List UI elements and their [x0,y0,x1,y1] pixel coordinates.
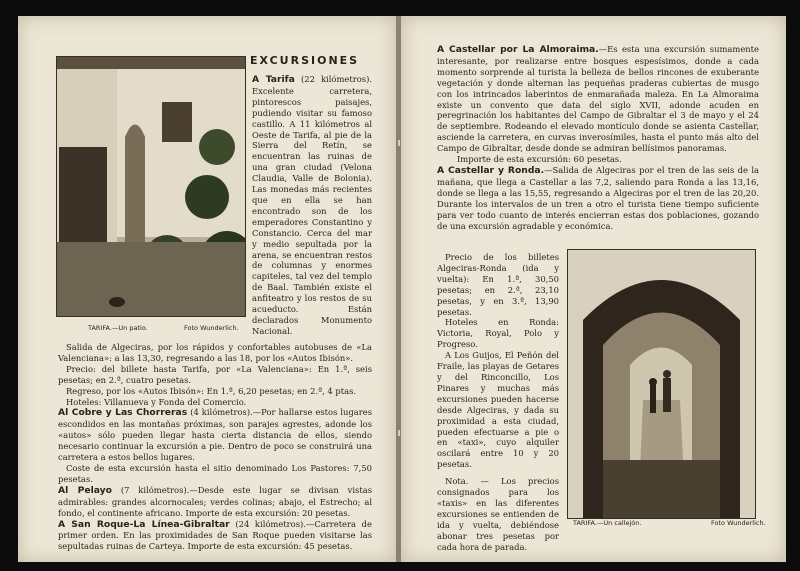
nota-text: Nota. — Los precios consignados para los «taxis» en las diferentes excursiones se entienden de ida y vuelta, debiéndose abonar tres pesetas por cada hora de parada. [437,476,559,552]
castellar-title: A Castellar por La Almoraima. [437,44,599,55]
pelayo-km: (7 kilómetros). [120,484,190,495]
tarifa-km: (22 kilómetros). [300,74,372,84]
stitch-top [398,140,400,146]
roque-text: —Carretera de primer orden. En las proximidades de San Roque pueden visitarse las sepultadas ruinas de Carteya. Importe de esta excursión: 45 pesetas. [58,518,372,552]
right-page [401,16,786,562]
guijos-text: A Los Guijos, El Peñón del Fraile, las playas de Getares y del Rinconcillo, Los Pinares y muchas más excursiones pueden hacerse desde Algeciras, y dada su proximidad a esta ciudad, pueden efectuarse a pie o en «taxi», cuyo alquiler oscilará entre 10 y 20 pesetas. [437,350,559,470]
patio-credit: Foto Wunderlich. [184,324,239,332]
cobre-km: (4 kilómetros). [190,407,253,418]
left-lower-text [58,342,372,552]
callejon-illustration [568,250,755,518]
castellar-importe: Importe de esta excursión: 60 pesetas. [457,154,622,165]
callejon-caption: TARIFA.—Un callejón. [573,519,642,527]
cobre-title: Al Cobre y Las Chorreras [58,407,188,419]
ronda-precio: Precio de los billetes Algeciras-Ronda (ida y vuelta): En 1.ª, 30,50 pesetas; en 2.ª, 23,10 pesetas, y en 3.ª, 13,90 pesetas. [437,252,559,317]
pelayo-title: Al Pelayo [58,484,112,496]
roque-km: (24 kilómetros). [235,518,306,529]
cobre-text: —Por hallarse estos lugares escondidos en las montañas próximas, son parajes agrestes, adonde los «autos» sólo pueden llegar hasta cierta distancia de ellos, siendo necesario continuar la excursión a pie. Dentro de poco se construirá una carretera a estos bellos lugares. [58,407,373,463]
tarifa-title: A Tarifa [252,74,295,85]
ronda-hoteles: Hoteles en Ronda: Victoria, Royal, Polo y Progreso. [437,317,559,350]
callejon-photo [567,249,756,519]
patio-photo [56,56,246,317]
right-upper-text [437,44,759,231]
ronda-title: A Castellar y Ronda. [437,164,545,176]
right-lower-text [437,252,559,552]
section-heading: EXCURSIONES [250,54,360,67]
castellar-text: —Es esta una excursión sumamente interesante, por realizarse entre bosques espesísimos, donde a cada momento sorprende al turista la belleza de bellos rincones de exuberante vegetación y donde alternan las pequeñas praderas cubiertas de musgo con los intrincados laberintos de enmarañada maleza. En La Almoraima existe un convento que data del siglo XVII, adonde acuden en peregrinación los habitantes del Campo de Gibraltar el 3 de mayo y el 24 de septiembre. Rodeando el elevado montículo donde se asienta Castellar, asciende la carretera, en curvas inverosímiles, hasta el punto más alto del Campo de Gibraltar, desde donde se admiran bellísimos panoramas. [437,44,760,154]
pelayo-text: —Desde este lugar se divisan vistas admirables: grandes alcornocales; verdes colinas; abajo, el Estrecho; al fondo, el continente africano. Importe de esta excursión: 20 pesetas. [58,484,372,518]
left-page [18,16,396,562]
patio-caption: TARIFA.—Un patio. [88,324,148,332]
tarifa-regreso: Regreso, por los «Autos Ibisón»: En 1.ª, 6,20 pesetas; en 2.ª, 4 ptas. [66,385,357,396]
tarifa-salida: Salida de Algeciras, por los rápidos y confortables autobuses de «La Valenciana»: a las 13,30, regresando a las 18, por los «Autos Ibisón». [58,342,372,363]
stitch-bottom [398,430,400,436]
patio-illustration [57,57,245,316]
tarifa-hoteles: Hoteles: Villanueva y Fonda del Comercio. [66,396,247,407]
roque-title: A San Roque-La Línea-Gibraltar [58,518,230,530]
tarifa-text: Excelente carretera, pintorescos paisajes, pudiendo visitar su famoso castillo. A 11 kilómetros al Oeste de Tarifa, al pie de la Sierra del Retín, se encuentran las ruinas de una gran ciudad (Velona Claudia, Valle de Bolonia). Las monedas más recientes que en ella se han encontrado son de los emperadores Constantino y Constancio. Cerca del mar y medio sepultada por la arena, se encuentran restos de columnas y enormes capiteles, tal vez del templo de Baal. También existe el anfiteatro y los restos de su acueducto. Están declarados Monumento Nacional. [252,85,372,336]
tarifa-precio: Precio: del billete hasta Tarifa, por «La Valenciana»: En 1.ª, seis pesetas; en 2.ª, cuatro pesetas. [58,363,372,385]
cobre-coste: Coste de esta excursión hasta el sitio denominado Los Pastores: 7,50 pesetas. [58,462,372,484]
callejon-credit: Foto Wunderlich. [711,519,766,527]
tarifa-column [252,74,372,337]
ronda-text: —Salida de Algeciras por el tren de las seis de la mañana, que llega a Castellar a las 7,2, saliendo para Ronda a las 13,16, donde se llega a las 15,55, regresando a Algeciras por el tren de las 20,20. Durante los intervalos de un tren a otro el turista tiene tiempo suficiente para ver todo cuanto de interés encierran estas dos poblaciones, gozando de una excursión agradable y económica. [437,164,760,231]
